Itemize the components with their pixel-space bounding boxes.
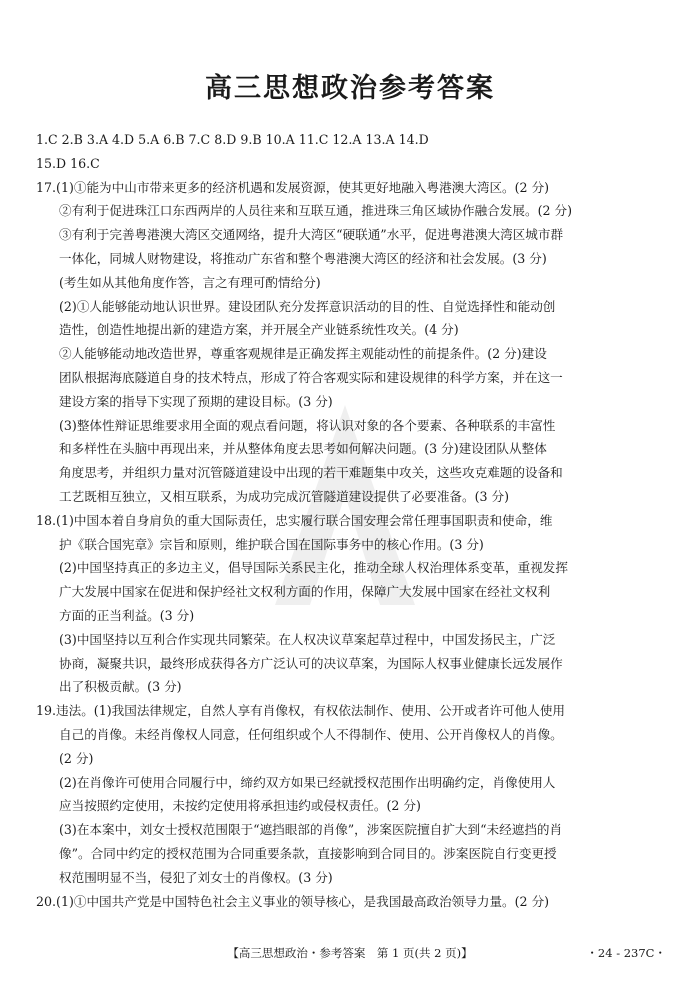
q18-line: 护《联合国宪章》宗旨和原则，维护联合国在国际事务中的核心作用。(3 分): [59, 536, 484, 552]
page-footer: [0, 945, 700, 965]
page-title: 高三思想政治参考答案: [205, 73, 495, 104]
q19-line: (2)在肖像许可使用合同履行中，缔约双方如果已经就授权范围作出明确约定，肖像使用人: [59, 774, 556, 790]
q19-line: 19.违法。(1)我国法律规定，自然人享有肖像权，有权依法制作、使用、公开或者许可他人使用: [36, 703, 566, 719]
footer-page-label: 【高三思想政治・参考答案 第 1 页(共 2 页)】: [227, 946, 473, 960]
q17-line: 角度思考，并组织力量对沉管隧道建设中出现的若干难题集中攻关，这些攻克难题的设备和: [59, 465, 563, 481]
mc-answers-row-1: 1.C 2.B 3.A 4.D 5.A 6.B 7.C 8.D 9.B 10.A 11.C 12.A 13.A 14.D: [36, 132, 429, 147]
q17-line: 造性，创造性地提出新的建造方案，并开展全产业链系统性攻关。(4 分): [59, 322, 459, 338]
q17-line: (3)整体性辩证思维要求用全面的观点看问题，将认识对象的各个要素、各种联系的丰富性: [59, 417, 556, 433]
q19-line: 像”。合同中约定的授权范围为合同重要条款，直接影响到合同目的。涉案医院自行变更授: [59, 845, 557, 861]
q18-line: 出了积极贡献。(3 分): [59, 679, 182, 695]
q17-line: ②有利于促进珠江口东西两岸的人员往来和互联互通，推进珠三角区域协作融合发展。(2 分): [59, 203, 572, 219]
q17-line: 工艺既相互独立，又相互联系，为成功完成沉管隧道建设提供了必要准备。(3 分): [59, 488, 510, 504]
q18-line: (3)中国坚持以互利合作实现共同繁荣。在人权决议草案起草过程中，中国发扬民主，广泛: [59, 631, 556, 647]
q19-line: (3)在本案中，刘女士授权范围限于“遮挡眼部的肖像”，涉案医院擅自扩大到“未经遮挡的肖: [59, 822, 563, 838]
q17-line: ②人能够能动地改造世界，尊重客观规律是正确发挥主观能动性的前提条件。(2 分)建设: [59, 346, 547, 362]
q19-line: 应当按照约定使用，未按约定使用将承担违约或侵权责任。(2 分): [59, 798, 421, 814]
q18-line: 广大发展中国家在促进和保护经社文权利方面的作用，保障广大发展中国家在经社文权利: [59, 584, 551, 600]
q17-line: 和多样性在头脑中再现出来，并从整体角度去思考如何解决问题。(3 分)建设团队从整体: [59, 441, 547, 457]
q17-line: (考生如从其他角度作答，言之有理可酌情给分): [59, 274, 321, 290]
q18-line: 方面的正当利益。(3 分): [59, 607, 195, 623]
q19-line: 自己的肖像。未经肖像权人同意，任何组织或个人不得制作、使用、公开肖像权人的肖像。: [59, 726, 563, 742]
q18-line: (2)中国坚持真正的多边主义，倡导国际关系民主化，推动全球人权治理体系变革，重视发挥: [59, 560, 568, 576]
q17-line: 17.(1)①能为中山市带来更多的经济机遇和发展资源，使其更好地融入粤港澳大湾区。(2 分): [36, 179, 550, 195]
q17-line: ③有利于完善粤港澳大湾区交通网络，提升大湾区“硬联通”水平，促进粤港澳大湾区城市群: [59, 227, 564, 243]
footer-doc-code: ・24 - 237C・: [586, 946, 666, 960]
q20-line: 20.(1)①中国共产党是中国特色社会主义事业的领导核心，是我国最高政治领导力量。(2 分): [36, 893, 550, 909]
q19-line: 权范围明显不当，侵犯了刘女士的肖像权。(3 分): [59, 869, 333, 885]
q17-line: (2)①人能够能动地认识世界。建设团队充分发挥意识活动的目的性、自觉选择性和能动创: [59, 298, 556, 314]
q18-line: 协商，凝聚共识，最终形成获得各方广泛认可的决议草案，为国际人权事业健康长远发展作: [59, 655, 563, 671]
q17-line: 一体化，同城人财物建设，将推动广东省和整个粤港澳大湾区的经济和社会发展。(3 分): [59, 250, 547, 266]
q19-line: (2 分): [59, 750, 94, 766]
q17-line: 团队根据海底隧道自身的技术特点，形成了符合客观实际和建设规律的科学方案，并在这一: [59, 369, 563, 385]
mc-answers-row-2: 15.D 16.C: [36, 155, 100, 171]
q18-line: 18.(1)中国本着自身肩负的重大国际责任，忠实履行联合国安理会常任理事国职责和使命，维: [36, 512, 553, 528]
q17-line: 建设方案的指导下实现了预期的建设目标。(3 分): [59, 393, 333, 409]
answer-body: [36, 128, 670, 913]
